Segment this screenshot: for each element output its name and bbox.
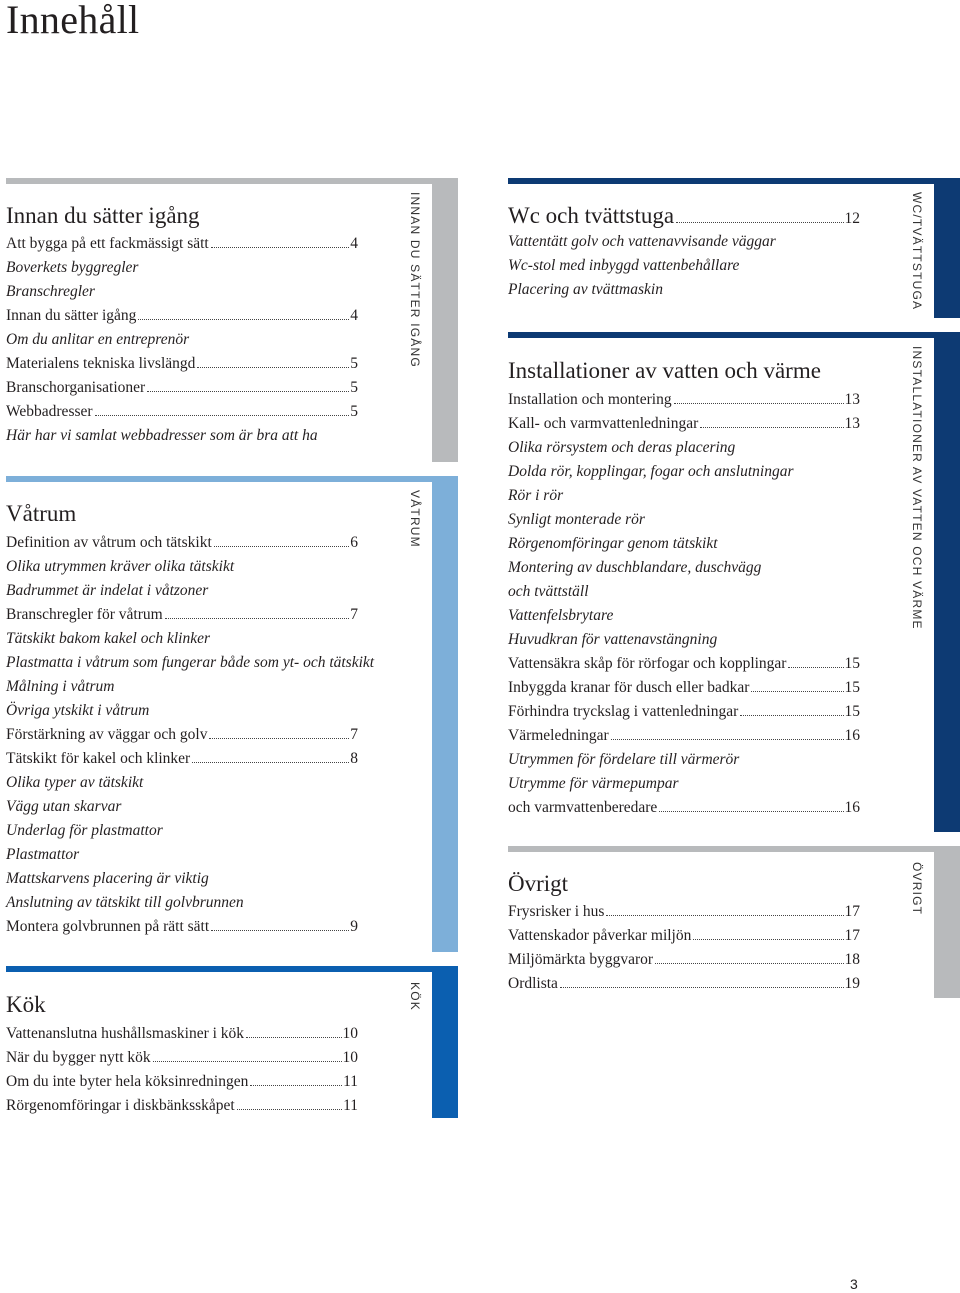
toc-entry-text: Kall- och varmvattenledningar [508,415,699,432]
toc-entry[interactable] [508,412,860,436]
toc-entry[interactable] [6,1022,358,1046]
install-bar [508,332,960,338]
toc-entry[interactable] [6,723,358,747]
toc-entry-page: 5 [350,355,358,372]
toc-entry[interactable]: Huvudkran för vattenavstängning [508,631,718,648]
ovrigt-tab [934,846,960,998]
toc-entry[interactable] [6,400,358,424]
kok-heading: Kök [6,992,46,1017]
toc-entry-text: Innan du sätter igång [6,307,137,324]
dot-leader [197,367,349,368]
install-heading: Installationer av vatten och värme [508,358,821,383]
wc-tab [934,178,960,318]
toc-entry[interactable] [6,531,358,555]
dot-leader [606,915,843,916]
innan-tab-label: INNAN DU SÄTTER IGÅNG [408,192,422,368]
toc-entry[interactable]: Mattskarvens placering är viktig [6,870,209,887]
toc-entry-page: 17 [844,903,860,920]
dot-leader [788,667,843,668]
toc-entry[interactable] [6,1070,358,1094]
toc-entry-page: 9 [350,918,358,935]
dot-leader [95,415,350,416]
toc-entry[interactable] [508,972,860,996]
dot-leader [740,715,843,716]
toc-entry[interactable] [508,676,860,700]
toc-entry[interactable]: Här har vi samlat webbadresser som är bra att ha [6,427,318,444]
toc-entry[interactable]: och tvättställ [508,583,589,600]
vatrum-tab [432,476,458,952]
vatrum-tab-label: VÅTRUM [408,490,422,548]
toc-entry[interactable] [6,747,358,771]
toc-entry[interactable] [6,304,358,328]
toc-entry[interactable] [6,352,358,376]
toc-entry[interactable]: Målning i våtrum [6,678,115,695]
toc-entry[interactable] [6,376,358,400]
toc-entry[interactable]: Badrummet är indelat i våtzoner [6,582,209,599]
toc-entry-page: 4 [350,235,358,252]
toc-entry-text: Vattensäkra skåp för rörfogar och kopplingar [508,655,787,672]
toc-entry-text: Frysrisker i hus [508,903,605,920]
toc-entry-text: Branschregler för våtrum [6,606,163,623]
ovrigt-heading: Övrigt [508,871,569,896]
ovrigt-tab-label: ÖVRIGT [910,862,924,916]
dot-leader [237,1109,342,1110]
toc-entry-page: 19 [844,975,860,992]
toc-entry[interactable] [508,724,860,748]
toc-entry[interactable] [6,1046,358,1070]
toc-entry-page: 11 [343,1073,358,1090]
toc-entry[interactable] [508,700,860,724]
toc-entry-text: Branschorganisationer [6,379,146,396]
wc-heading-leader [676,222,843,223]
toc-entry[interactable]: Placering av tvättmaskin [508,281,663,298]
toc-entry-page: 17 [844,927,860,944]
wc-heading-page: 12 [844,210,860,227]
toc-entry-text: Webbadresser [6,403,93,420]
dot-leader [560,987,844,988]
toc-entry[interactable]: Övriga ytskikt i våtrum [6,702,150,719]
toc-entry[interactable] [508,924,860,948]
kok-entries [6,1022,358,1118]
toc-entry[interactable] [508,388,860,412]
toc-entry-text: Vattenanslutna hushållsmaskiner i kök [6,1025,245,1042]
ovrigt-bar [508,846,960,852]
toc-entry-page: 7 [350,726,358,743]
dot-leader [693,939,843,940]
dot-leader [214,546,349,547]
dot-leader [165,618,350,619]
toc-entry-text: Att bygga på ett fackmässigt sätt [6,235,209,252]
innan-entries [6,232,358,448]
dot-leader [211,247,350,248]
toc-entry-page: 7 [350,606,358,623]
toc-entry-page: 15 [844,679,860,696]
dot-leader [751,691,843,692]
toc-entry[interactable]: Utrymme för värmepumpar [508,775,679,792]
toc-entry[interactable]: Plastmatta i våtrum som fungerar både som yt- och tätskikt [6,654,375,671]
toc-entry-page: 4 [350,307,358,324]
toc-entry-page: 11 [343,1097,358,1114]
dot-leader [211,930,349,931]
toc-entry-page: 15 [844,703,860,720]
toc-entry-text: och varmvattenberedare [508,799,658,816]
toc-entry-page: 16 [844,799,860,816]
toc-entry[interactable]: Olika typer av tätskikt [6,774,144,791]
dot-leader [147,391,349,392]
wc-heading: Wc och tvättstuga [508,203,675,228]
toc-entry-text: Rörgenomföringar i diskbänksskåpet [6,1097,235,1114]
toc-entry[interactable]: Vattentätt golv och vattenavvisande väggar [508,233,776,250]
toc-entry[interactable]: Utrymmen för fördelare till värmerör [508,751,740,768]
toc-entry[interactable]: Rör i rör [508,487,564,504]
wc-tab-label: WC/TVÄTTSTUGA [910,192,924,311]
toc-entry-page: 15 [844,655,860,672]
install-entries [508,388,860,820]
toc-entry[interactable]: Anslutning av tätskikt till golvbrunnen [6,894,244,911]
dot-leader [209,738,349,739]
toc-entry[interactable]: Vattenfelsbrytare [508,607,614,624]
toc-entry[interactable] [508,652,860,676]
toc-entry[interactable] [6,603,358,627]
page-number: 3 [850,1276,858,1292]
dot-leader [138,319,349,320]
toc-entry-page: 13 [844,391,860,408]
toc-entry[interactable] [6,1094,358,1118]
toc-entry-text: Värmeledningar [508,727,609,744]
toc-entry[interactable] [6,915,358,939]
toc-entry[interactable] [508,948,860,972]
dot-leader [655,963,843,964]
toc-entry[interactable]: Vägg utan skarvar [6,798,122,815]
toc-entry[interactable]: Boverkets byggregler [6,259,139,276]
toc-entry[interactable]: Montering av duschblandare, duschvägg [508,559,762,576]
dot-leader [674,403,844,404]
toc-entry-text: Förstärkning av väggar och golv [6,726,208,743]
toc-entry-text: Materialens tekniska livslängd [6,355,196,372]
innan-heading: Innan du sätter igång [6,203,200,228]
kok-tab-label: KÖK [408,982,422,1011]
vatrum-bar [6,476,458,482]
toc-entry[interactable]: Underlag för plastmattor [6,822,163,839]
toc-entry-page: 5 [350,379,358,396]
dot-leader [700,427,843,428]
kok-tab [432,966,458,1118]
toc-entry-page: 13 [844,415,860,432]
toc-entry[interactable]: Olika rörsystem och deras placering [508,439,736,456]
toc-entry[interactable] [6,232,358,256]
toc-entry[interactable]: Dolda rör, kopplingar, fogar och anslutningar [508,463,794,480]
ovrigt-entries [508,900,860,996]
toc-entry[interactable]: Om du anlitar en entreprenör [6,331,190,348]
innan-tab [432,178,458,462]
dot-leader [153,1061,342,1062]
toc-entry-page: 6 [350,534,358,551]
innan-bar [6,178,458,184]
toc-entry-text: Definition av våtrum och tätskikt [6,534,212,551]
wc-entries [508,230,860,302]
wc-heading-row [508,202,860,233]
kok-bar [6,966,458,972]
toc-entry[interactable] [508,796,860,820]
toc-entry-page: 16 [844,727,860,744]
toc-entry[interactable] [508,900,860,924]
toc-entry[interactable]: Wc-stol med inbyggd vattenbehållare [508,257,740,274]
toc-entry-text: Miljömärkta byggvaror [508,951,654,968]
toc-entry[interactable]: Rörgenomföringar genom tätskikt [508,535,718,552]
toc-entry[interactable]: Plastmattor [6,846,80,863]
toc-entry-page: 8 [350,750,358,767]
install-tab [934,332,960,832]
toc-entry-text: Montera golvbrunnen på rätt sätt [6,918,210,935]
dot-leader [611,739,844,740]
vatrum-entries [6,531,375,939]
toc-entry-page: 10 [342,1025,358,1042]
toc-entry[interactable]: Tätskikt bakom kakel och klinker [6,630,211,647]
toc-entry-text: Om du inte byter hela köksinredningen [6,1073,249,1090]
dot-leader [250,1085,342,1086]
toc-entry-text: Ordlista [508,975,558,992]
toc-entry-text: När du bygger nytt kök [6,1049,151,1066]
toc-entry-page: 18 [844,951,860,968]
toc-entry-text: Förhindra tryckslag i vattenledningar [508,703,739,720]
dot-leader [246,1037,341,1038]
toc-entry-page: 10 [342,1049,358,1066]
dot-leader [659,811,843,812]
toc-entry[interactable]: Synligt monterade rör [508,511,645,528]
install-tab-label: INSTALLATIONER AV VATTEN OCH VÄRME [910,346,924,630]
page-title: Innehåll [6,0,140,42]
toc-entry-text: Installation och montering [508,391,672,408]
dot-leader [192,762,349,763]
wc-bar [508,178,960,184]
toc-entry[interactable]: Olika utrymmen kräver olika tätskikt [6,558,235,575]
toc-entry-page: 5 [350,403,358,420]
toc-entry[interactable]: Branschregler [6,283,95,300]
toc-entry-text: Inbyggda kranar för dusch eller badkar [508,679,750,696]
toc-entry-text: Tätskikt för kakel och klinker [6,750,191,767]
toc-entry-text: Vattenskador påverkar miljön [508,927,692,944]
vatrum-heading: Våtrum [6,501,77,526]
